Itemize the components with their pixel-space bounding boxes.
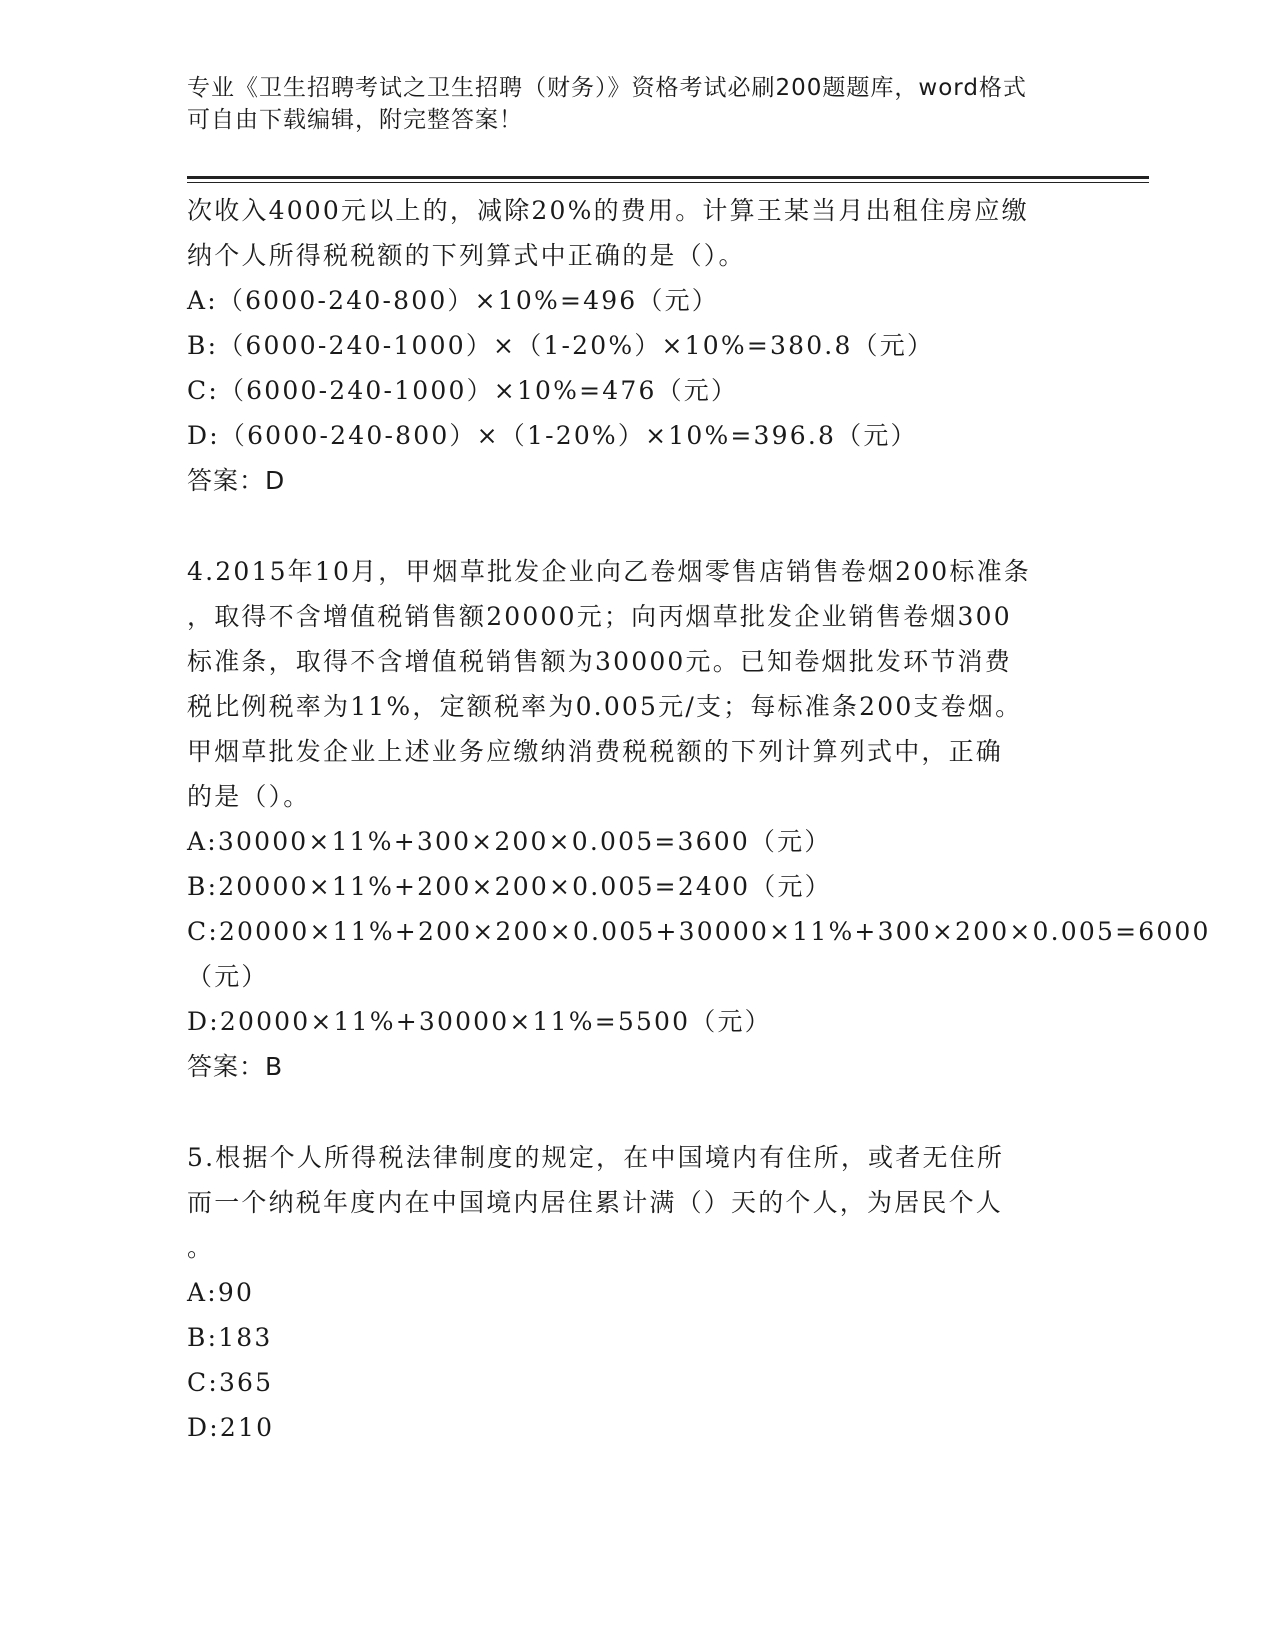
question-5-text-line: 。 [187,1233,215,1262]
question-3-answer: 答案：D [187,466,286,495]
header-line-1: 专业《卫生招聘考试之卫生招聘（财务）》资格考试必刷200题题库，word格式 [187,75,1027,101]
question-4-option-a: A:30000×11%+300×200×0.005=3600（元） [187,827,832,856]
question-3-option-b: B:（6000-240-1000）×（1-20%）×10%=380.8（元） [187,331,935,360]
question-3-text-line: 纳个人所得税税额的下列算式中正确的是（）。 [187,241,746,270]
question-4-option-b: B:20000×11%+200×200×0.005=2400（元） [187,872,832,901]
header-line-2: 可自由下载编辑，附完整答案！ [187,107,523,133]
question-5-option-b: B:183 [187,1323,273,1352]
question-4-text-line: 税比例税率为11%，定额税率为0.005元/支；每标准条200支卷烟。 [187,692,1023,721]
page-header [187,72,1067,136]
question-5-option-a: A:90 [187,1278,255,1307]
header-divider-thick [187,176,1149,179]
question-4-option-c-continued: （元） [187,962,269,991]
question-5-option-c: C:365 [187,1368,274,1397]
question-4 [187,549,1211,1089]
question-4-text-line: 甲烟草批发企业上述业务应缴纳消费税税额的下列计算列式中，正确 [187,737,1004,766]
question-4-text-line: 标准条，取得不含增值税销售额为30000元。已知卷烟批发环节消费 [187,647,1012,676]
question-4-answer: 答案：B [187,1052,284,1081]
question-5 [187,1135,1087,1450]
question-4-text-line: 的是（）。 [187,782,311,811]
question-4-text-line: ，取得不含增值税销售额20000元；向丙烟草批发企业销售卷烟300 [187,602,1012,631]
question-4-text-line: 4.2015年10月，甲烟草批发企业向乙卷烟零售店销售卷烟200标准条 [187,557,1032,586]
question-3-text-line: 次收入4000元以上的，减除20%的费用。计算王某当月出租住房应缴 [187,196,1029,225]
question-list [187,188,1211,1450]
question-3 [187,188,1087,503]
question-5-option-d: D:210 [187,1413,275,1442]
question-3-option-a: A:（6000-240-800）×10%=496（元） [187,286,720,315]
question-3-option-c: C:（6000-240-1000）×10%=476（元） [187,376,739,405]
question-5-text-line: 5.根据个人所得税法律制度的规定，在中国境内有住所，或者无住所 [187,1143,1005,1172]
header-divider-thin [187,182,1149,183]
question-4-option-d: D:20000×11%+30000×11%=5500（元） [187,1007,772,1036]
question-4-option-c: C:20000×11%+200×200×0.005+30000×11%+300×200×0.005=6000 [187,917,1211,946]
question-5-text-line: 而一个纳税年度内在中国境内居住累计满（）天的个人，为居民个人 [187,1188,1004,1217]
question-3-option-d: D:（6000-240-800）×（1-20%）×10%=396.8（元） [187,421,918,450]
